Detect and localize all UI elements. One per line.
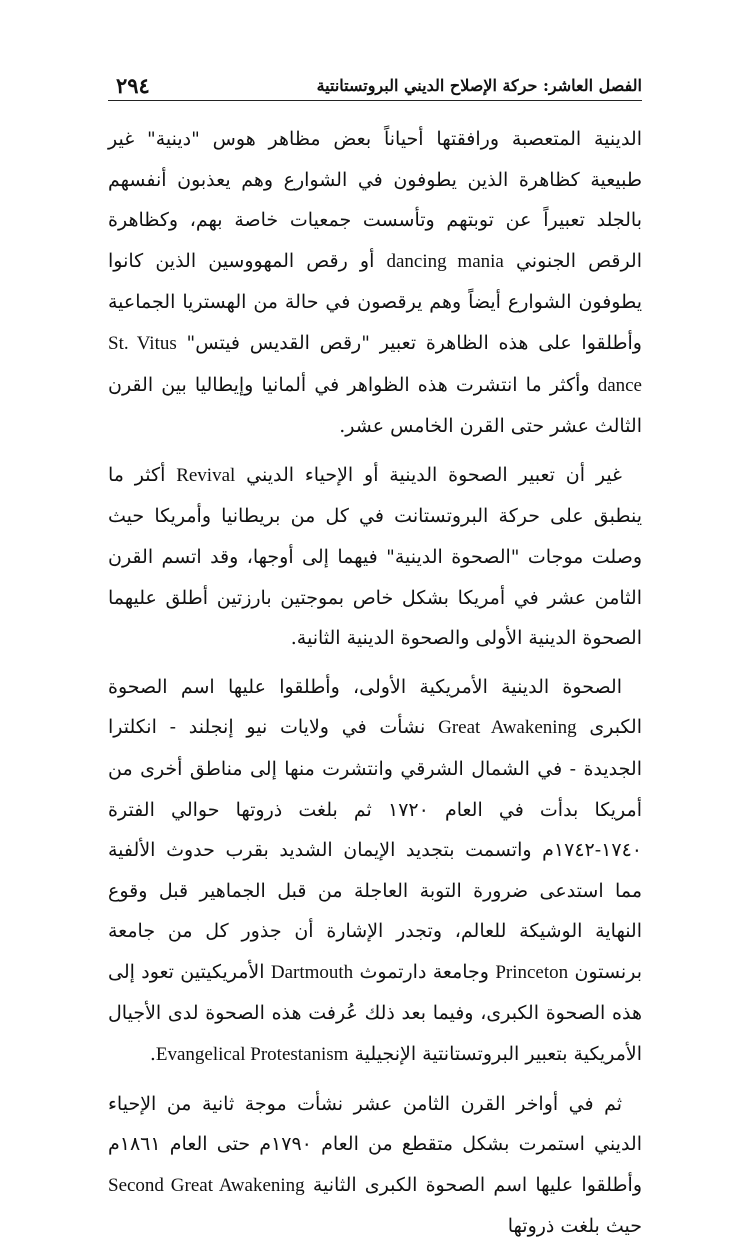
chapter-title: الفصل العاشر: حركة الإصلاح الديني البروتستانتية xyxy=(316,76,642,95)
latin-term: Great Awakening xyxy=(438,717,577,739)
latin-term: Dartmouth xyxy=(270,961,354,983)
text-segment: أكثر ما ينطبق على حركة البروتستانت في كل من بريطانيا وأمريكا حيث وصلت موجات "الصحوة الدينية" فيهما إلى أوجها، وقد اتسم القرن الثامن عشر في أمريكا بشكل خاص بموجتين بارزتين أطلق عليهما الصحوة الدينية الأولى والصحوة الدينية الثانية. xyxy=(108,463,643,650)
latin-term: Evangelical Protestanism xyxy=(155,1044,349,1066)
text-segment: ثم في أواخر القرن الثامن عشر نشأت موجة ثانية من الإحياء الديني استمرت بشكل متقطع من العام ١٧٩٠م حتى العام ١٨٦١م وأطلقوا عليها اسم الصحوة الكبرى الثانية xyxy=(108,1092,642,1196)
latin-term: dancing mania xyxy=(386,250,504,272)
paragraph-3 xyxy=(108,667,642,1076)
page-number: ٢٩٤ xyxy=(116,73,150,98)
text-segment: حيث بلغت ذروتها xyxy=(507,1215,642,1238)
latin-term: Second Great Awakening xyxy=(108,1174,305,1196)
text-segment: أو رقص المهووسين الذين كانوا يطوفون الشوارع أيضاً وهم يرقصون في حالة من الهستريا الجماعية وأطلقوا على هذه الظاهرة تعبير "رقص القديس فيتس" xyxy=(108,249,642,354)
body-text xyxy=(108,119,642,1247)
paragraph-2 xyxy=(108,455,642,659)
text-segment: نشأت في ولايات نيو إنجلند - انكلترا الجديدة - في الشمال الشرقي وانتشرت منها إلى مناطق أخرى من أمريكا بدأت في العام ١٧٢٠ ثم بلغت ذروتها حوالي الفترة ١٧٤٠-١٧٤٢م واتسمت بتجديد الإيمان الشديد بقرب حدوث الألفية مما استدعى ضرورة التوبة العاجلة من قبل الجماهير قبل وقوع النهاية الوشيكة للعالم، وتجدر الإشارة أن جذور كل من جامعة برنستون xyxy=(108,716,642,983)
text-segment: الصحوة الدينية الأمريكية الأولى، وأطلقوا عليها اسم الصحوة الكبرى xyxy=(108,675,642,739)
paragraph-1 xyxy=(108,119,642,447)
latin-term: Revival xyxy=(176,464,236,486)
text-segment: الأمريكيتين تعود إلى هذه الصحوة الكبرى، وفيما بعد ذلك عُرفت هذه الصحوة لدى الأجيال الأمريكية بتعبير البروتستانتية الإنجيلية xyxy=(108,960,642,1066)
book-page xyxy=(108,72,643,1238)
text-segment: الدينية المتعصبة ورافقتها أحياناً بعض مظاهر هوس "دينية" غير طبيعية كظاهرة الذين يطوفون في الشوارع وهم يعذبون أنفسهم بالجلد تعبيراً عن توبتهم وتأسست جمعيات خاصة بهم، وكظاهرة الرقص الجنوني xyxy=(108,128,642,272)
text-segment: . xyxy=(149,1043,156,1066)
latin-term: Princeton xyxy=(495,961,569,983)
text-segment: وأكثر ما انتشرت هذه الظواهر في ألمانيا وإيطاليا بين القرن الثالث عشر حتى القرن الخامس عشر. xyxy=(108,373,642,438)
paragraph-4 xyxy=(108,1084,642,1247)
text-segment: وجامعة دارتموث xyxy=(353,960,496,983)
running-header xyxy=(108,72,642,101)
latin-term: St. Vitus dance xyxy=(108,332,642,396)
text-segment: غير أن تعبير الصحوة الدينية أو الإحياء الديني xyxy=(235,463,622,486)
